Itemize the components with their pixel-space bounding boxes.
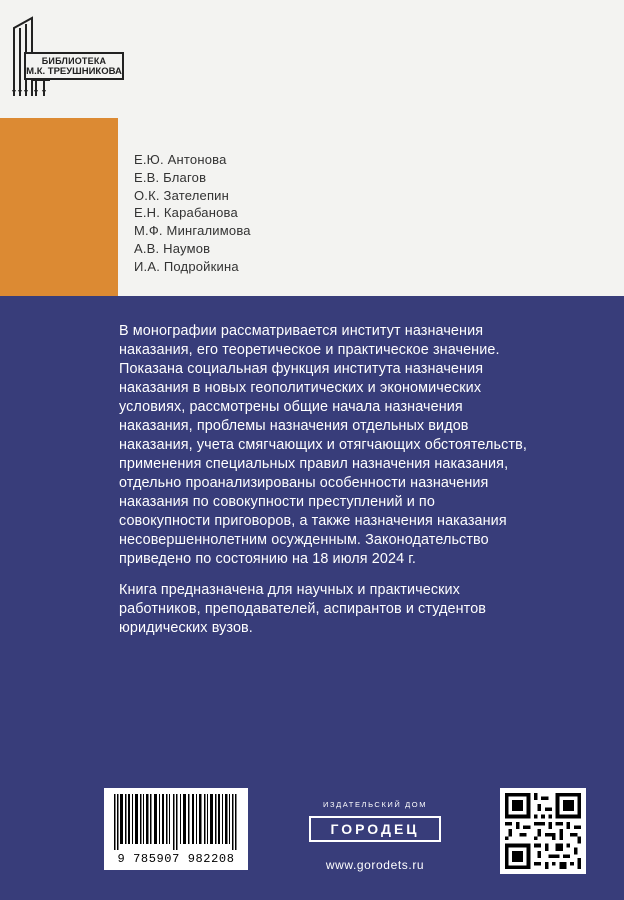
cover-top-area [0,0,624,296]
author-name: Е.В. Благов [134,169,207,185]
author-name: Е.Ю. Антонова [134,152,227,167]
publisher-label: ИЗДАТЕЛЬСКИЙ ДОМ [322,800,428,809]
author-name: Е.Н. Карабанова [134,205,238,221]
qr-code-icon [505,793,581,869]
authors-list [134,151,251,276]
qr-code [500,788,586,874]
author-name: И.А. Подройкина [134,258,239,274]
annotation-panel [0,296,624,900]
annotation-paragraph-2: Книга предназначена для научных и практических работников, преподавателей, аспирантов и студентов юридических вузов. [119,582,487,636]
author-name: М.Ф. Мингалимова [134,223,251,239]
publisher-logo: ГОРОДЕЦ [309,816,441,842]
logo-text-box [24,52,124,80]
publisher-block [306,800,444,872]
publisher-url[interactable]: www.gorodets.ru [325,858,425,872]
barcode-bars [110,794,242,850]
author-name: О.К. Зателепин [134,187,230,203]
logo-line1: БИБЛИОТЕКА [41,55,107,66]
library-logo [10,14,122,96]
author-name: А.В. Наумов [134,240,211,256]
isbn-barcode [104,788,248,870]
orange-accent-strip [0,118,118,296]
logo-line2: М.К. ТРЕУШНИКОВА [26,65,122,77]
annotation-paragraph-1: В монографии рассматривается институт назначения наказания, его теоретическое и практическое значение. Показана социальная функция института назначения наказания в новых геополитических и экономических условиях, рассмотрены общие начала назначения наказания, проблемы назначения отдельных видов наказания, учета смягчающих и отягчающих обстоятельств, применения специальных правил назначения наказания, отдельно проанализированы особенности назначения наказания по совокупности преступлений и по совокупности приговоров, а также назначения наказания несовершеннолетним осужденным. Законодательство приведено по состоянию на 18 июля 2024 г. [119,323,527,567]
isbn-digits: 9 785907 982208 [117,852,235,866]
annotation-text [119,322,589,650]
